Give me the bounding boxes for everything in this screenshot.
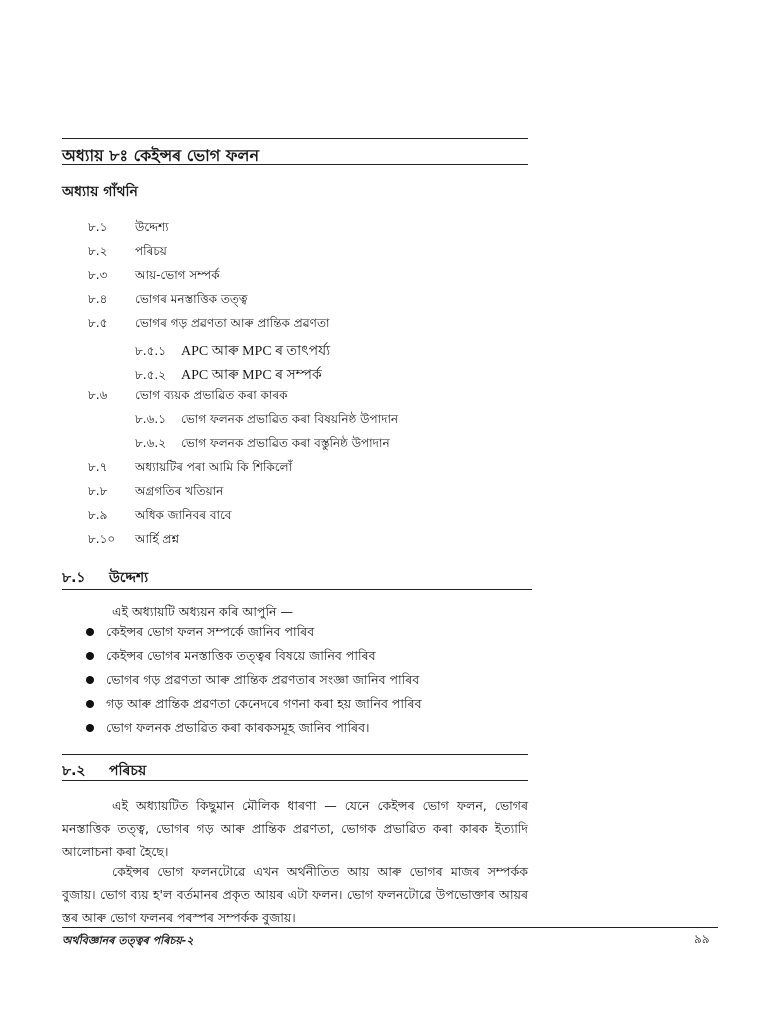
section-heading-objectives [62,566,148,590]
outline-item-number: ৮.৫.১ [135,344,166,358]
chapter-title: অধ্যায় ৮ঃ কেইন্সৰ ভোগ ফলন [62,146,260,165]
outline-item-label: ভোগৰ গড় প্ৰৱণতা আৰু প্ৰান্তিক প্ৰৱণতা [135,316,330,330]
objectives-intro: এই অধ্যায়টি অধ্যয়ন কৰি আপুনি — [112,604,293,619]
page-number: ৯৯ [694,932,710,946]
outline-item-number: ৮.১ [88,220,108,234]
outline-item-label: আৰ্হি প্ৰশ্ন [135,532,180,546]
outline-item-label: উদ্দেশ্য [135,220,169,234]
outline-item-number: ৮.৪ [88,292,108,306]
section-rule [62,589,532,590]
outline-item [88,483,223,503]
outline-item-label: ভোগ ব্যয়ক প্ৰভাৱিত কৰা কাৰক [135,388,288,402]
section-number: ৮.২ [62,763,86,779]
outline-item-number: ৮.৮ [88,484,108,498]
footer-rule [62,927,718,928]
outline-item-number: ৮.৭ [88,460,108,474]
outline-subitem [135,435,390,455]
bullet-icon [86,676,94,684]
section-top-rule [62,754,528,755]
section-title: উদ্দেশ্য [109,570,149,586]
footer-book-title: অৰ্থবিজ্ঞানৰ তত্ত্বৰ পৰিচয়-২ [62,934,194,947]
outline-heading: অধ্যায় গাঁথনি [62,184,138,200]
outline-item [88,315,329,335]
outline-item-number: ৮.৩ [88,268,108,282]
outline-item-number: ৮.২ [88,244,108,258]
outline-item [88,507,231,527]
outline-item [88,459,292,479]
chapter-bottom-rule [62,164,528,165]
outline-item [88,267,220,287]
objective-text: গড় আৰু প্ৰান্তিক প্ৰৱণতা কেনেদৰে গণনা কৰা হয় জানিব পাৰিব [106,696,422,711]
section-title: পৰিচয় [109,763,147,779]
outline-item [88,291,247,311]
outline-item-number: ৮.৬ [88,388,108,402]
outline-item [88,219,169,239]
outline-item-label: APC আৰু MPC ৰ সম্পৰ্ক [181,368,322,383]
outline-item [88,243,167,263]
objective-text: কেইন্সৰ ভোগ ফলন সম্পৰ্কে জানিব পাৰিব [106,624,315,639]
objective-text: কেইন্সৰ ভোগৰ মনস্তাত্তিক তত্ত্বৰ বিষয়ে জানিব পাৰিব [106,648,376,663]
outline-item-label: অধ্যায়টিৰ পৰা আমি কি শিকিলোঁ [135,460,293,474]
objective-item [86,672,419,692]
outline-item [88,387,288,407]
chapter-top-rule [62,138,528,139]
intro-paragraph-1: এই অধ্যায়টিত কিছুমান মৌলিক ধাৰণা — যেনে কেইন্সৰ ভোগ ফলন, ভোগৰ মনস্তাত্তিক তত্ত্ব, ভোগৰ গড় আৰু প্ৰান্তিক প্ৰৱণতা, ভোগক প্ৰভাৱিত কৰা কাৰক ইত্যাদি আলোচনা কৰা হৈছে। [62,798,528,859]
outline-item-label: APC আৰু MPC ৰ তাৎপৰ্য্য [181,344,331,359]
objective-text: ভোগ ফলনক প্ৰভাৱিত কৰা কাৰকসমূহ জানিব পাৰিব। [106,720,370,735]
objective-item [86,720,370,740]
outline-item-label: অধিক জানিবৰ বাবে [135,508,232,522]
outline-item-number: ৮.১০ [88,532,116,546]
bullet-icon [86,652,94,660]
outline-subitem [135,363,322,387]
objective-text: ভোগৰ গড় প্ৰৱণতা আৰু প্ৰান্তিক প্ৰৱণতাৰ সংজ্ঞা জানিব পাৰিব [106,672,420,687]
objective-item [86,624,314,644]
outline-item-number: ৮.৬.১ [135,412,167,426]
objective-item [86,696,422,716]
bullet-icon [86,700,94,708]
outline-item-number: ৮.৫ [88,316,108,330]
section-number: ৮.১ [62,570,86,586]
outline-item-label: পৰিচয় [135,244,167,258]
section-rule [62,780,528,781]
outline-subitem [135,411,398,431]
outline-item [88,531,179,551]
bullet-icon [86,628,94,636]
objective-item [86,648,376,668]
bullet-icon [86,724,94,732]
outline-item-number: ৮.৬.২ [135,436,167,450]
intro-paragraph-2: কেইন্সৰ ভোগ ফলনটোৱে এখন অৰ্থনীতিত আয় আৰু ভোগৰ মাজৰ সম্পৰ্কক বুজায়। ভোগ ব্যয় হ'ল বৰ্তমানৰ প্ৰকৃত আয়ৰ এটা ফলন। ভোগ ফলনটোৱে উপভোক্তাৰ আয়ৰ স্তৰ আৰু ভোগ ফলনৰ পৰস্পৰ সম্পৰ্কক বুজায়। [62,864,528,925]
outline-item-label: অগ্ৰগতিৰ খতিয়ান [135,484,224,498]
outline-item-label: ভোগ ফলনক প্ৰভাৱিত কৰা বিষয়নিষ্ঠ উপাদান [181,412,399,426]
outline-item-label: ভোগ ফলনক প্ৰভাৱিত কৰা বস্তুনিষ্ঠ উপাদান [181,436,390,450]
outline-item-number: ৮.৯ [88,508,108,522]
outline-item-number: ৮.৫.২ [135,368,167,382]
outline-item-label: ভোগৰ মনস্তাত্তিক তত্ত্ব [135,292,248,306]
outline-subitem [135,339,330,363]
outline-item-label: আয়-ভোগ সম্পৰ্ক [135,268,220,282]
